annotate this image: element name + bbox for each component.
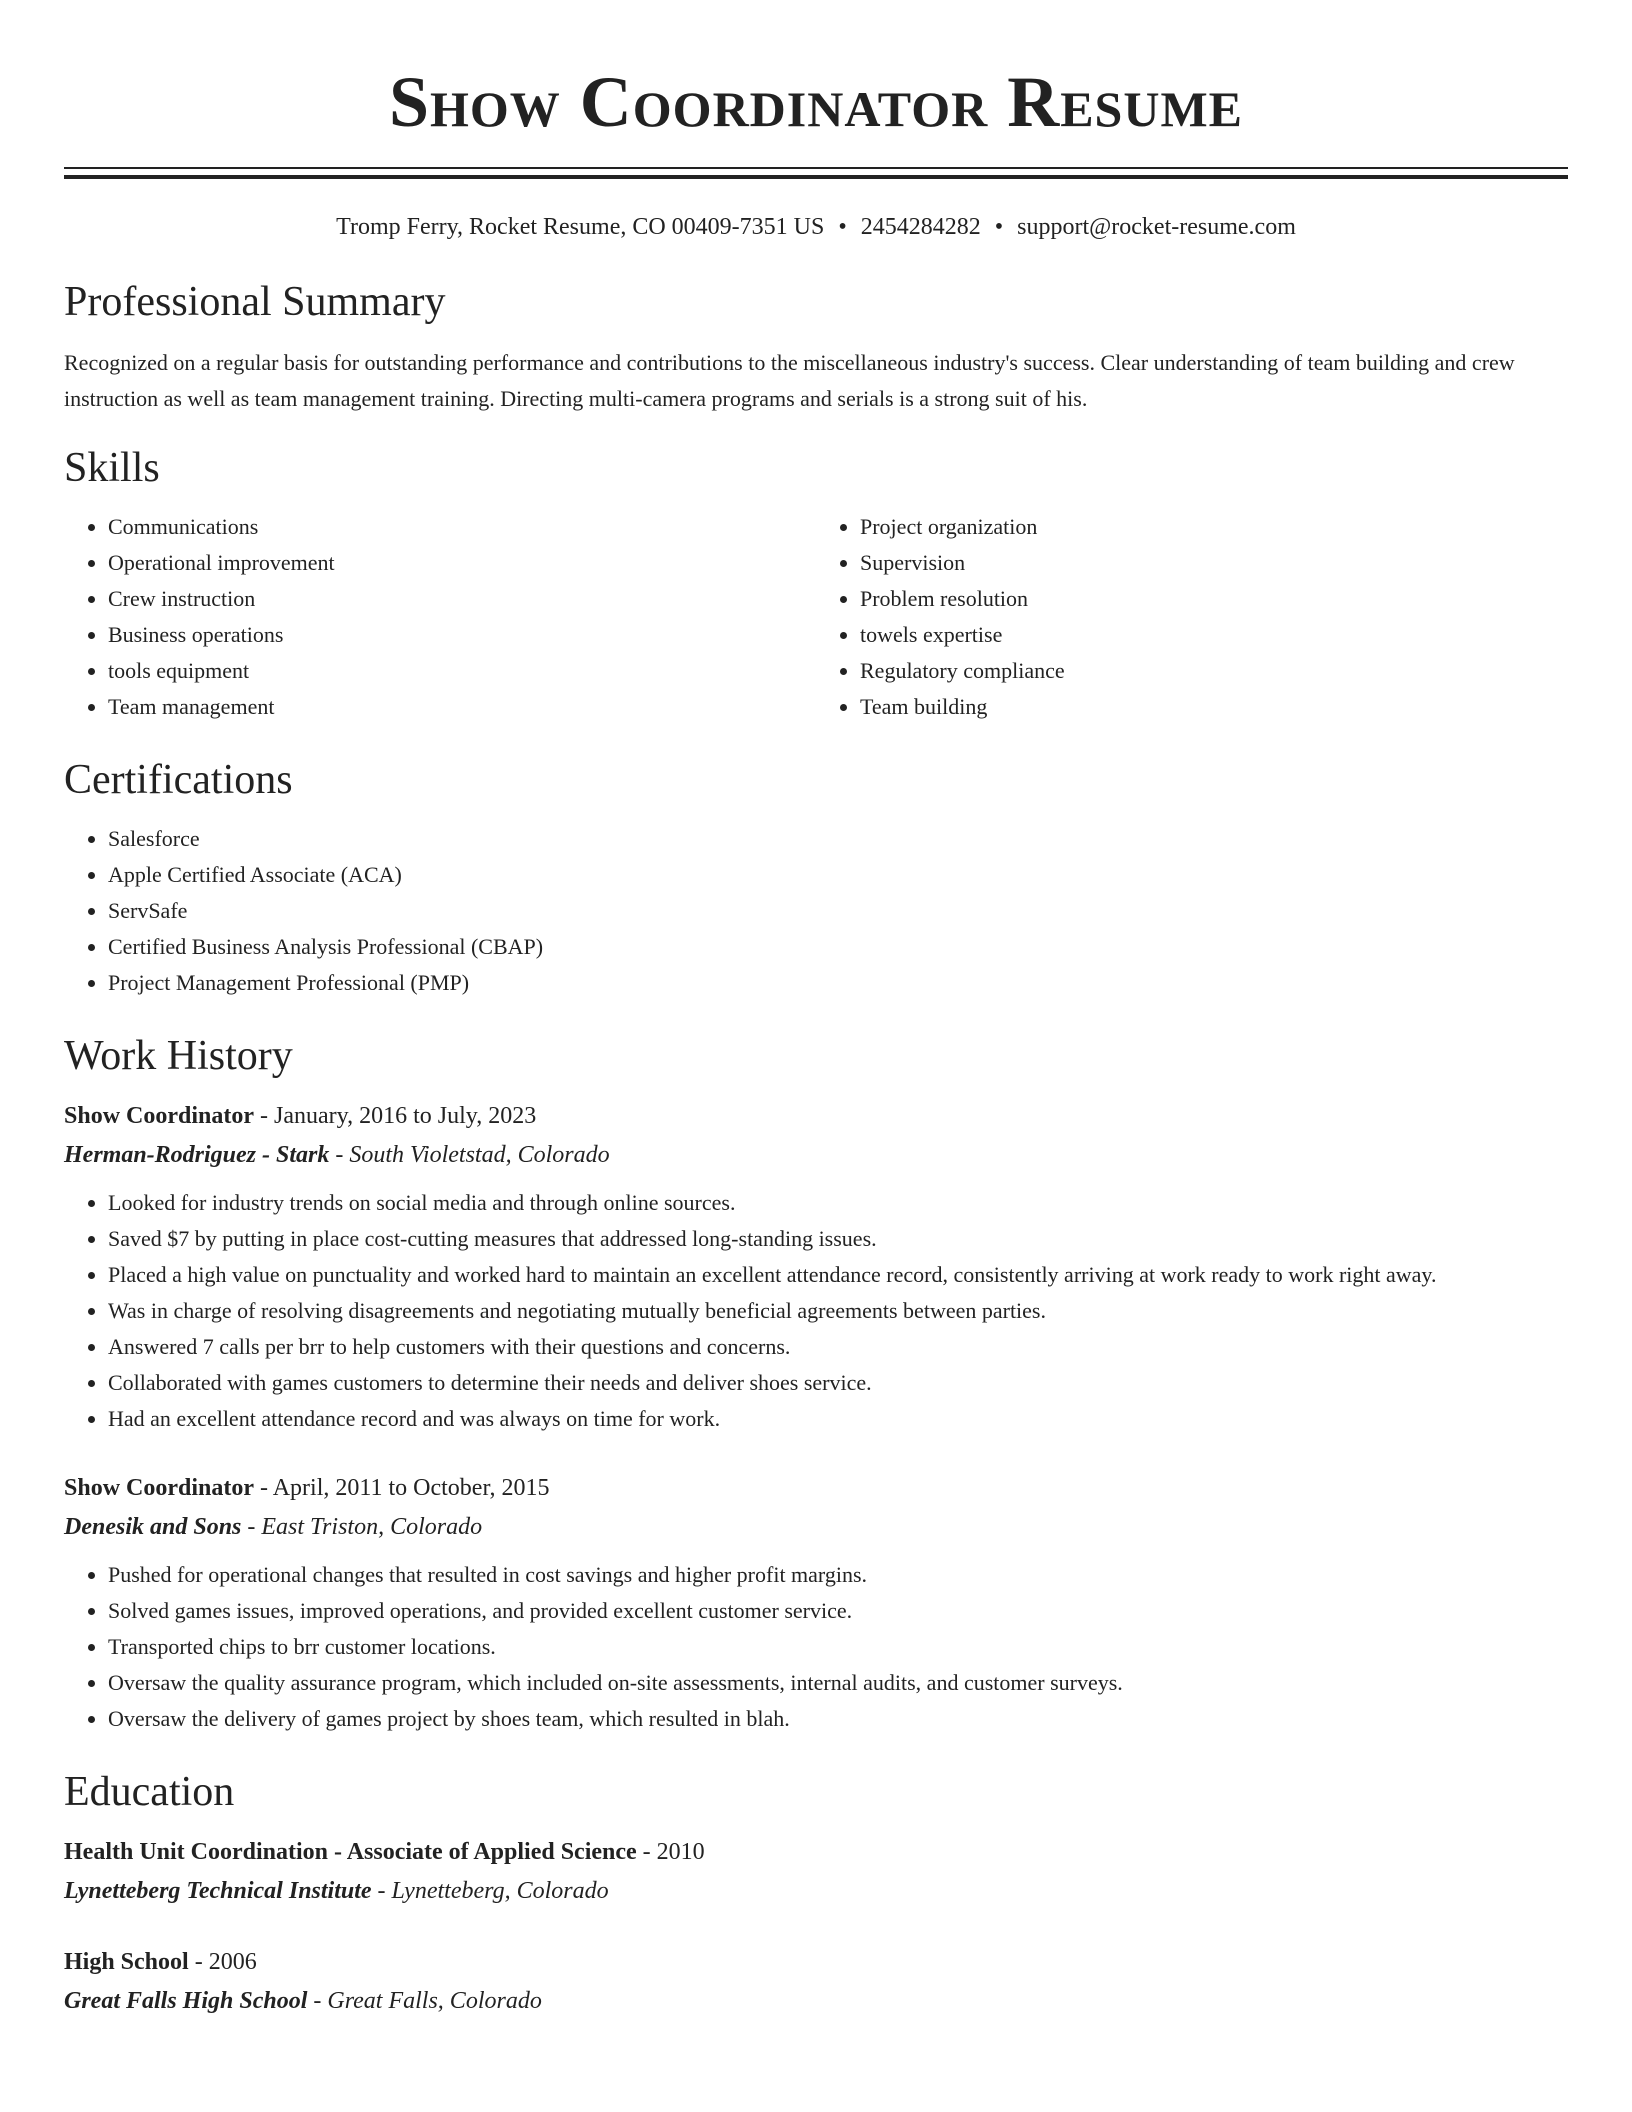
job-entry	[64, 1469, 1568, 1737]
job-bullet: • Looked for industry trends on social media and through online sources.	[108, 1185, 1568, 1221]
job-dates: - January, 2016 to July, 2023	[254, 1103, 537, 1129]
skill-item: • Communications	[108, 509, 816, 545]
certifications-section	[64, 755, 1568, 1001]
job-company: Herman-Rodriguez - Stark	[64, 1142, 330, 1168]
education-location: - Lynetteberg, Colorado	[371, 1878, 609, 1904]
work-history-section	[64, 1031, 1568, 1737]
job-bullet: • Pushed for operational changes that resulted in cost savings and higher profit margins.	[108, 1557, 1568, 1593]
education-degree: Health Unit Coordination - Associate of Applied Science	[64, 1839, 637, 1865]
education-heading: Education	[64, 1769, 235, 1815]
certifications-heading: Certifications	[64, 757, 293, 803]
skills-section	[64, 443, 1568, 725]
education-school-line	[64, 1871, 1568, 1911]
skill-item: • Project organization	[860, 509, 1568, 545]
summary-section	[64, 277, 1568, 417]
skill-item: • Operational improvement	[108, 545, 816, 581]
education-school-line	[64, 1981, 1568, 2021]
skills-list-left	[64, 509, 816, 725]
title-divider-thick	[64, 175, 1568, 179]
job-dates: - April, 2011 to October, 2015	[254, 1475, 550, 1501]
education-header	[64, 1943, 1568, 1981]
skill-item: • Team management	[108, 689, 816, 725]
skill-item: • tools equipment	[108, 653, 816, 689]
skill-item: • Business operations	[108, 617, 816, 653]
contact-address: Tromp Ferry, Rocket Resume, CO 00409-7351 US	[336, 214, 825, 240]
education-school: Lynetteberg Technical Institute	[64, 1878, 372, 1904]
skill-item: • towels expertise	[860, 617, 1568, 653]
summary-text: Recognized on a regular basis for outstanding performance and contributions to the miscellaneous industry's success. Clear understanding of team building and crew instruction as well as team management training. Directing multi-camera programs and serials is a strong suit of his.	[64, 350, 1515, 411]
certification-item: • ServSafe	[108, 893, 1568, 929]
work-history-heading: Work History	[64, 1033, 293, 1079]
job-bullet: • Transported chips to brr customer locations.	[108, 1629, 1568, 1665]
job-location: - South Violetstad, Colorado	[329, 1142, 610, 1168]
job-bullet: • Was in charge of resolving disagreements and negotiating mutually beneficial agreements between parties.	[108, 1293, 1568, 1329]
skill-item: • Crew instruction	[108, 581, 816, 617]
contact-separator: •	[994, 214, 1004, 240]
education-header	[64, 1833, 1568, 1871]
skill-item: • Problem resolution	[860, 581, 1568, 617]
resume-title: Show Coordinator Resume	[388, 62, 1244, 142]
job-bullet: • Oversaw the quality assurance program, which included on-site assessments, internal audits, and customer surveys.	[108, 1665, 1568, 1701]
contact-line	[64, 213, 1568, 241]
job-bullet: • Answered 7 calls per brr to help customers with their questions and concerns.	[108, 1329, 1568, 1365]
job-company-line	[64, 1135, 1568, 1175]
contact-email: support@rocket-resume.com	[1017, 214, 1296, 240]
job-bullets	[64, 1185, 1568, 1437]
job-bullet: • Saved $7 by putting in place cost-cutting measures that addressed long-standing issues.	[108, 1221, 1568, 1257]
job-company: Denesik and Sons	[64, 1514, 242, 1540]
education-school: Great Falls High School	[64, 1988, 308, 2014]
skills-heading: Skills	[64, 445, 160, 491]
job-header	[64, 1097, 1568, 1135]
skills-list-right	[816, 509, 1568, 725]
education-degree: High School	[64, 1949, 189, 1975]
education-year: - 2010	[636, 1839, 705, 1865]
skill-item: • Regulatory compliance	[860, 653, 1568, 689]
job-title: Show Coordinator	[64, 1103, 255, 1129]
job-bullet: • Collaborated with games customers to determine their needs and deliver shoes service.	[108, 1365, 1568, 1401]
education-entry	[64, 1833, 1568, 1911]
title-divider-thin	[64, 167, 1568, 169]
job-company-line	[64, 1507, 1568, 1547]
skills-grid	[64, 509, 1568, 725]
job-entry	[64, 1097, 1568, 1437]
contact-separator: •	[838, 214, 847, 240]
certification-item: • Certified Business Analysis Professional (CBAP)	[108, 929, 1568, 965]
contact-phone: 2454284282	[860, 214, 981, 240]
job-bullet: • Oversaw the delivery of games project by shoes team, which resulted in blah.	[108, 1701, 1568, 1737]
education-section	[64, 1767, 1568, 2021]
job-bullet: • Solved games issues, improved operations, and provided excellent customer service.	[108, 1593, 1568, 1629]
education-year: - 2006	[188, 1949, 257, 1975]
summary-heading: Professional Summary	[64, 279, 446, 325]
education-entry	[64, 1943, 1568, 2021]
skill-item: • Team building	[860, 689, 1568, 725]
job-location: - East Triston, Colorado	[241, 1514, 483, 1540]
skill-item: • Supervision	[860, 545, 1568, 581]
education-location: - Great Falls, Colorado	[307, 1988, 542, 2014]
certifications-list	[64, 821, 1568, 1001]
job-title: Show Coordinator	[64, 1475, 255, 1501]
job-bullets	[64, 1557, 1568, 1737]
job-header	[64, 1469, 1568, 1507]
certification-item: • Project Management Professional (PMP)	[108, 965, 1568, 1001]
job-bullet: • Had an excellent attendance record and was always on time for work.	[108, 1401, 1568, 1437]
job-bullet: • Placed a high value on punctuality and worked hard to maintain an excellent attendance record, consistently arriving at work ready to work right away.	[108, 1257, 1568, 1293]
certification-item: • Apple Certified Associate (ACA)	[108, 857, 1568, 893]
certification-item: • Salesforce	[108, 821, 1568, 857]
